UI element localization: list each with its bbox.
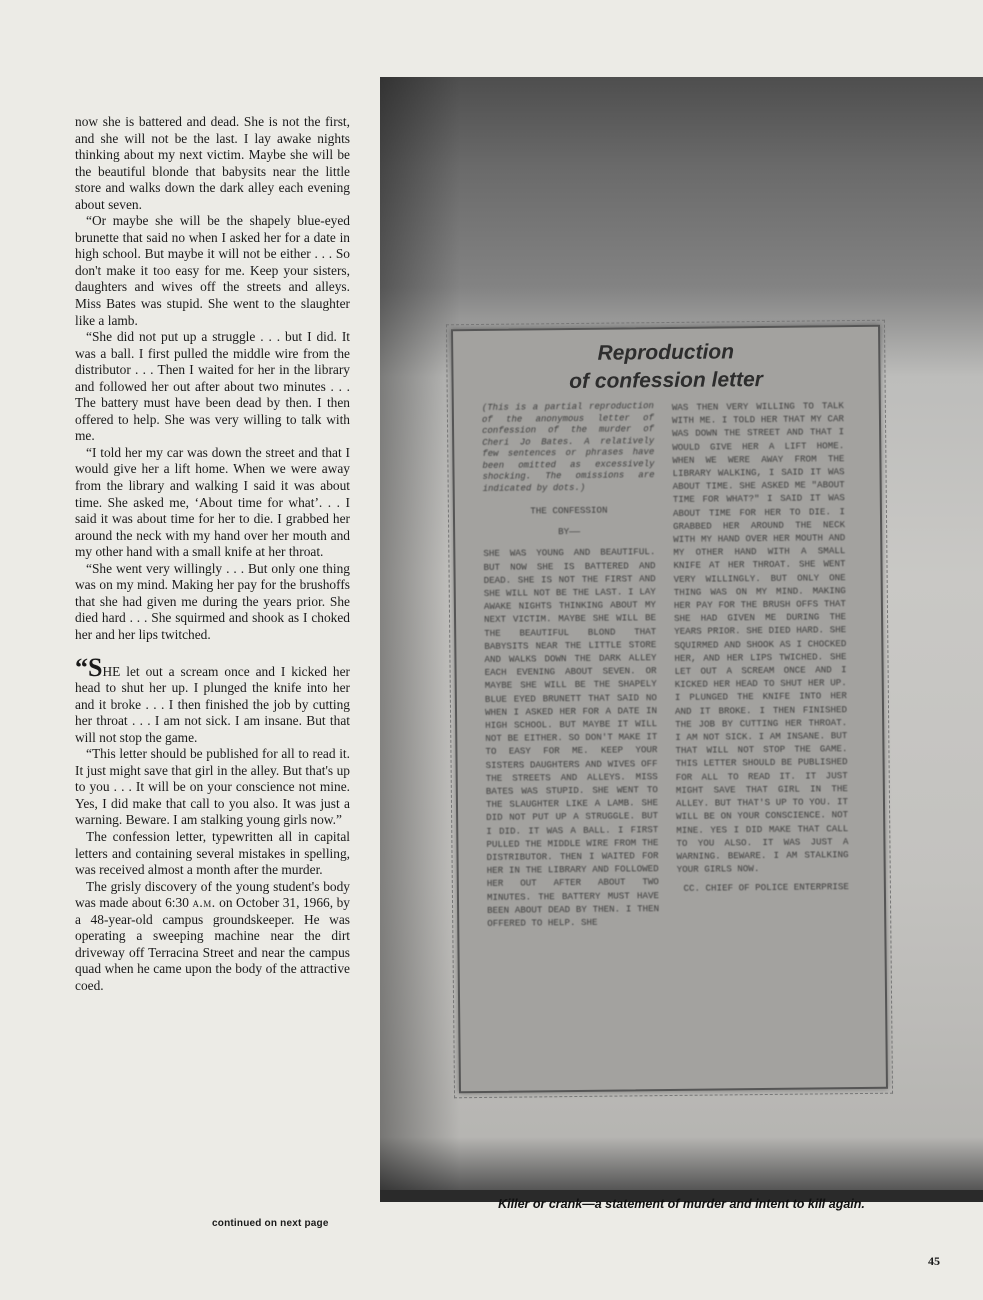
clipping-signature: CC. CHIEF OF POLICE ENTERPRISE	[683, 881, 849, 895]
photo-shadow	[380, 77, 460, 1190]
clipping-title	[453, 337, 879, 397]
article-paragraph: “She did not put up a struggle . . . but I did. It was a ball. I first pulled the middle wire from the distributor . . . Then I waited for her in the library and followed her out after about two minutes . . . The battery must have been dead by then. I then offered to help. She was very willing to talk with me.	[75, 329, 350, 444]
paragraph-start: The grisly discovery of the young student's body was made about 6:30	[75, 878, 350, 911]
page-number: 45	[928, 1254, 940, 1268]
article-paragraph: “This letter should be published for all to read it. It just might save that girl in the alley. But that's up to you . . . It will be on your conscience not mine. Yes, I did make that call to you also. It was just a warning. Beware. I am stalking young girls now.”	[75, 746, 350, 828]
clipping-column-right	[672, 399, 849, 895]
dropcap-paragraph-text: HE let out a scream once and I kicked her head to shut her up. I plunged the knife into her and it broke . . . I then finished the job by cutting her throat . . . I am not sick. I am insane. But that will not stop the game.	[75, 663, 350, 745]
paragraph-end: on October 31, 1966, by a 48-year-old campus groundskeeper. He was operating a sweeping machine near the dirt driveway off Terracina Street and near the campus quad when he came upon the body of the attractive coed.	[75, 895, 350, 993]
clipping-title-line-1: Reproduction	[597, 340, 735, 365]
clipping-photograph	[380, 77, 983, 1190]
article-paragraph	[75, 879, 350, 995]
clipping-intro: (This is a partial reproduction of the anonymous letter of confession of the murder of Cheri Jo Bates. A relatively few sentences or phrases have been omitted as excessively shocking. The omissions are indicated by dots.)	[481, 401, 655, 494]
article-paragraph: “Or maybe she will be the shapely blue-eyed brunette that said no when I asked her for a date in high school. But maybe it will not be either . . . So don't make it too easy for me. Keep your sisters, daughters and wives off the streets and alleys. Miss Bates was stupid. She went to the slaughter like a lamb.	[75, 213, 350, 328]
clipping-title-line-2: of confession letter	[569, 368, 764, 394]
clipping-heading: THE CONFESSION	[530, 504, 608, 517]
article-paragraph: “She went very willingly . . . But only one thing was on my mind. Making her pay for the brushoffs that she had given me during the years prior. She died hard . . . She squirmed and shook as I choked her and her lips twitched.	[75, 560, 350, 642]
clipping-text-right: WAS THEN VERY WILLING TO TALK WITH ME. I TOLD HER THAT MY CAR WAS DOWN THE STREET AND THAT I WOULD GIVE HER A LIFT HOME. WHEN WE WERE AWAY FROM THE LIBRARY WALKING, I SAID IT WAS ABOUT TIME. SHE ASKED ME "ABOUT TIME FOR WHAT?" I SAID IT WAS ABOUT TIME FOR HER TO DIE. I GRABBED HER AROUND THE NECK WITH MY HAND OVER HER MOUTH AND MY OTHER HAND WITH A SMALL KNIFE AT HER THROAT. SHE WENT VERY WILLINGLY. BUT ONLY ONE THING WAS ON MY MIND. MAKING HER PAY FOR THE BRUSH OFFS THAT SHE HAD GIVEN ME DURING THE YEARS PRIOR. SHE DIED HARD. SHE SQUIRMED AND SHOOK AS I CHOCKED HER, AND HER LIPS TWICHED. SHE LET OUT A SCREAM ONCE AND I KICKED HER HEAD TO SHUT HER UP. I PLUNGED THE KNIFE INTO HER AND IT BROKE. I THEN FINISHED THE JOB BY CUTTING HER THROAT. I AM NOT SICK. I AM INSANE. BUT THAT WILL NOT STOP THE GAME. THIS LETTER SHOULD BE PUBLISHED FOR ALL TO READ IT. IT JUST MIGHT SAVE THAT GIRL IN THE ALLEY. BUT THAT'S UP TO YOU. IT WILL BE ON YOUR CONSCIENCE. NOT MINE. YES I DID MAKE THAT CALL TO YOU ALSO. IT WAS JUST A WARNING. BEWARE. I AM STALKING YOUR GIRLS NOW.	[671, 400, 849, 876]
article-paragraph: now she is battered and dead. She is not the first, and she will not be the last. I lay awake nights thinking about my next victim. Maybe she will be the beautiful blonde that babysits near the little store and walks down the dark alley each evening about seven.	[75, 114, 350, 212]
article-column	[75, 114, 350, 994]
time-suffix: a.m.	[192, 895, 216, 911]
article-paragraph: “I told her my car was down the street and that I would give her a lift home. When we were away from the library and walking I said it was about time. She asked me, ‘About time for what’. . . I said it was about time for her to die. I grabbed her around the neck with my hand over her mouth and my other hand with a small knife at her throat.	[75, 444, 350, 560]
article-paragraph: The confession letter, typewritten all in capital letters and containing several mistakes in spelling, was received almost a month after the murder.	[75, 828, 350, 878]
clipping-byline: BY——	[558, 526, 581, 538]
drop-cap: “S	[75, 652, 103, 682]
photo-caption: Killer or crank—a statement of murder and intent to kill again.	[498, 1197, 865, 1211]
newspaper-clipping	[451, 325, 888, 1093]
clipping-column-left	[482, 401, 660, 930]
dropcap-paragraph	[75, 652, 350, 747]
continued-on-next-page: continued on next page	[212, 1218, 329, 1229]
clipping-text-left: SHE WAS YOUNG AND BEAUTIFUL. BUT NOW SHE IS BATTERED AND DEAD. SHE IS NOT THE FIRST AND SHE WILL NOT BE THE LAST. I LAY AWAKE NIGHTS THINKING ABOUT MY NEXT VICTIM. MAYBE SHE WILL BE THE BEAUTIFUL BLOND THAT BABYSITS NEAR THE LITTLE STORE AND WALKS DOWN THE DARK ALLEY EACH EVENING ABOUT SEVEN. OR MAYBE SHE WILL BE THE SHAPELY BLUE EYED BRUNETT THAT SAID NO WHEN I ASKED HER FOR A DATE IN HIGH SCHOOL. BUT MAYBE IT WILL NOT BE EITHER. SO DON'T MAKE IT TO EASY FOR ME. KEEP YOUR SISTERS DAUGHTERS AND WIVES OFF THE STREETS AND ALLEYS. MISS BATES WAS STUPID. SHE WENT TO THE SLAUGHTER LIKE A LAMB. SHE DID NOT PUT UP A STRUGGLE. BUT I DID. IT WAS A BALL. I FIRST PULLED THE MIDDLE WIRE FROM THE DISTRIBUTOR. THEN I WAITED FOR HER IN THE LIBRARY AND FOLLOWED HER OUT AFTER ABOUT TWO MINUTES. THE BATTERY MUST HAVE BEEN ABOUT DEAD BY THEN. I THEN OFFERED TO HELP. SHE	[483, 546, 660, 930]
